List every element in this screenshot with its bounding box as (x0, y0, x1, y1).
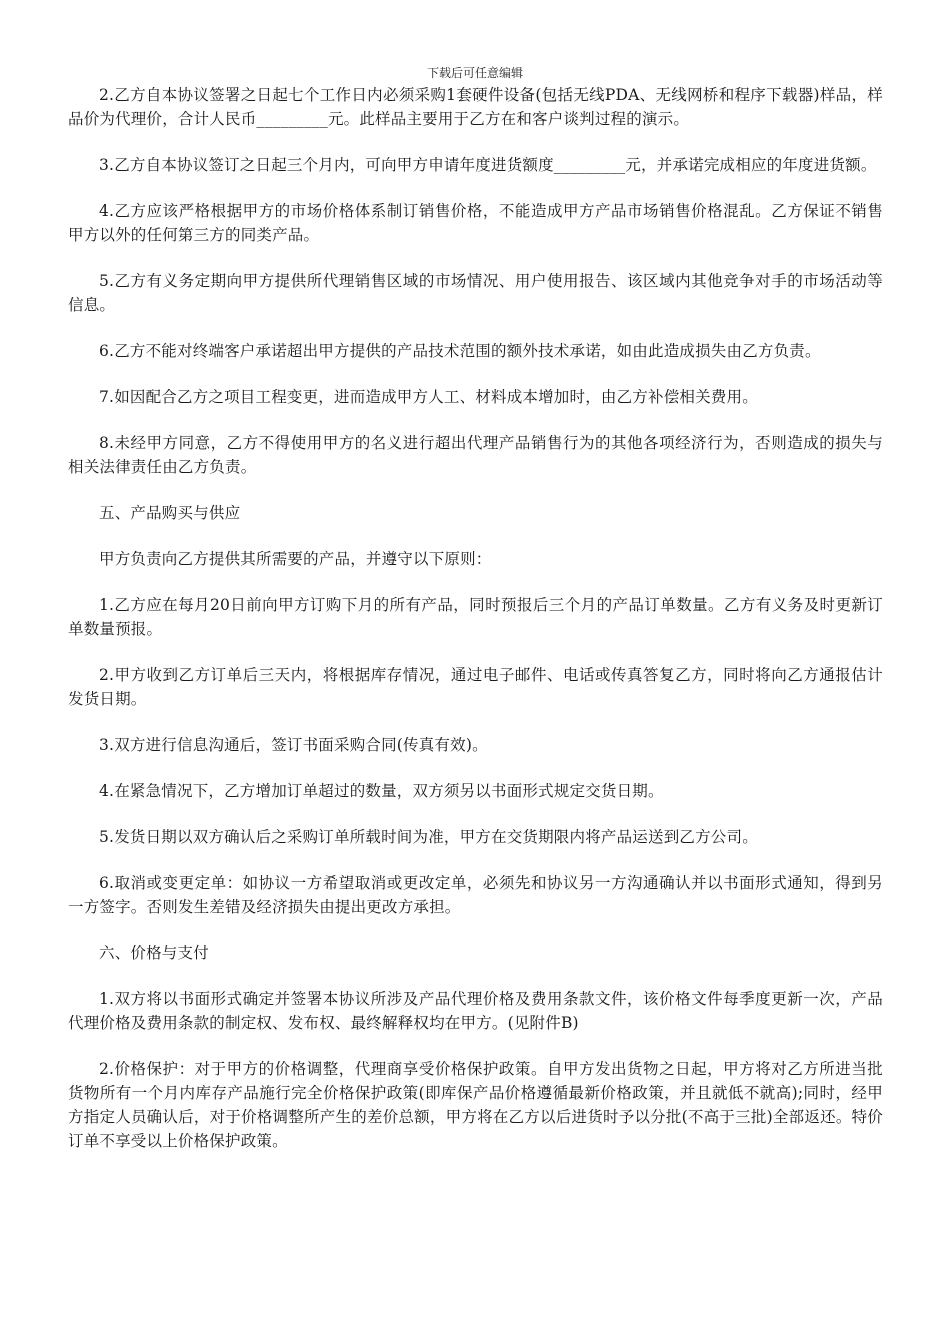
clause-5-market-info: 5.乙方有义务定期向甲方提供所代理销售区域的市场情况、用户使用报告、该区域内其他竞争对手的市场活动等信息。 (68, 272, 883, 314)
clause-2-sample-purchase: 2.乙方自本协议签署之日起七个工作日内必须采购1套硬件设备(包括无线PDA、无线网桥和程序下载器)样品，样品价为代理价，合计人民币_________元。此样品主要用于乙方在和客户谈判过程的演示。 (68, 86, 883, 128)
supply-clause-2-reply: 2.甲方收到乙方订单后三天内，将根据库存情况，通过电子邮件、电话或传真答复乙方，同时将向乙方通报估计发货日期。 (68, 666, 883, 708)
price-clause-1-pricing-doc: 1.双方将以书面形式确定并签署本协议所涉及产品代理价格及费用条款文件，该价格文件每季度更新一次，产品代理价格及费用条款的制定权、发布权、最终解释权均在甲方。(见附件B) (68, 990, 883, 1032)
clause-6-tech-commitment: 6.乙方不能对终端客户承诺超出甲方提供的产品技术范围的额外技术承诺，如由此造成损失由乙方负责。 (99, 342, 821, 360)
supply-clause-5-delivery: 5.发货日期以双方确认后之采购订单所载时间为准，甲方在交货期限内将产品运送到乙方公司。 (99, 828, 758, 846)
price-clause-2-price-protection: 2.价格保护：对于甲方的价格调整，代理商享受价格保护政策。自甲方发出货物之日起，甲方将对乙方所进当批货物所有一个月内库存产品施行完全价格保护政策(即库保产品价格遵循最新价格政策，并且就低不就高);同时，经甲方指定人员确认后，对于价格调整所产生的差价总额，甲方将在乙方以后进货时予以分批(不高于三批)全部返还。特价订单不享受以上价格保护政策。 (68, 1060, 883, 1150)
supply-clause-6-cancel: 6.取消或变更定单：如协议一方希望取消或更改定单，必须先和协议另一方沟通确认并以书面形式通知，得到另一方签字。否则发生差错及经济损失由提出更改方承担。 (68, 874, 883, 916)
clause-8-name-usage: 8.未经甲方同意，乙方不得使用甲方的名义进行超出代理产品销售行为的其他各项经济行为，否则造成的损失与相关法律责任由乙方负责。 (68, 434, 883, 476)
supply-clause-3-contract: 3.双方进行信息沟通后，签订书面采购合同(传真有效)。 (99, 736, 488, 754)
supply-clause-4-urgent: 4.在紧急情况下，乙方增加订单超过的数量，双方须另以书面形式规定交货日期。 (99, 782, 664, 800)
section-heading-purchase-supply: 五、产品购买与供应 (99, 504, 241, 522)
clause-7-project-change: 7.如因配合乙方之项目工程变更，进而造成甲方人工、材料成本增加时，由乙方补偿相关费用。 (99, 388, 758, 406)
clause-4-pricing-system: 4.乙方应该严格根据甲方的市场价格体系制订销售价格，不能造成甲方产品市场销售价格混乱。乙方保证不销售甲方以外的任何第三方的同类产品。 (68, 202, 883, 244)
section-intro-principles: 甲方负责向乙方提供其所需要的产品，并遵守以下原则： (99, 550, 492, 568)
supply-clause-1-ordering: 1.乙方应在每月20日前向甲方订购下月的所有产品，同时预报后三个月的产品订单数量。乙方有义务及时更新订单数量预报。 (68, 596, 883, 638)
clause-3-annual-quota: 3.乙方自本协议签订之日起三个月内，可向甲方申请年度进货额度_________元，并承诺完成相应的年度进货额。 (99, 156, 877, 174)
header-note: 下载后可任意编辑 (426, 66, 523, 80)
document-body (68, 83, 883, 1175)
section-heading-price-payment: 六、价格与支付 (99, 944, 209, 962)
